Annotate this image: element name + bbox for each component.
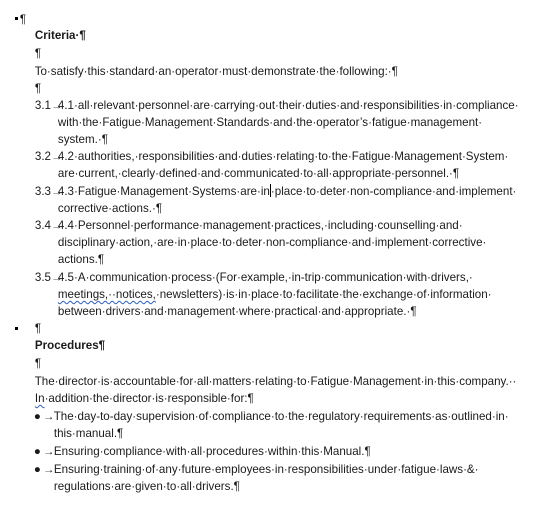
empty-paragraph[interactable] [22,28,42,60]
paragraph-text: The·director·is·accountable·for·all·matters·relating·to·Fatigue·Management·in·this·company.·· [34,375,517,388]
bullet-symbol: ● [33,410,41,423]
list-item-text: between·drivers·and·management·where·practical·and·appropriate.·¶ [57,305,417,318]
intro-text: To·satisfy·this·standard·an·operator·must·demonstrate·the·following:·¶ [34,65,398,78]
list-item-text: ·place·to·deter·non-compliance·and·implement· [270,185,517,198]
list-item-text: 4.4·Personnel·performance·management·practices,·including·counselling·and· [57,219,463,232]
list-item-text: ·newsletters)·is·in·place·to·facilitate·the·exchange·of·information· [155,288,492,301]
bullet-item-text: Ensuring·training·of·any·future·employees·in·responsibilities·under·fatigue·laws·&· [53,463,479,476]
bullet-item-line[interactable] [41,444,479,476]
bullet-symbol: ● [33,445,41,458]
list-item-text: 4.3·Fatigue·Management·Systems·are·in [57,185,270,198]
item-number-text: 3.4→ [34,219,63,232]
empty-paragraph[interactable] [22,303,42,335]
list-item-text: 4.5·A·communication·process·(For·example,·in-trip·communication·with·drivers,· [57,271,473,284]
grammar-flagged-text[interactable]: meetings,··notices, [57,288,156,301]
list-item-line[interactable] [45,286,417,318]
bullet-item-line[interactable] [41,391,509,423]
bullet-item-text: this·manual.¶ [53,427,124,440]
pilcrow-text: ¶ [19,13,27,26]
item-number-text: 3.2→ [34,150,63,163]
list-item-text: 4.1·all·relevant·personnel·are·carrying·out·their·duties·and·responsibilities·in·compliance· [57,99,519,112]
item-number-text: 3.3→ [34,185,63,198]
empty-paragraph[interactable] [22,338,42,370]
bullet-item-line[interactable] [41,461,240,493]
tab-arrow-text: → [42,463,55,476]
list-item-line[interactable] [45,183,163,215]
empty-paragraph[interactable] [22,63,42,95]
list-item-line[interactable] [45,97,483,129]
empty-paragraph-text: ¶ [34,82,42,95]
procedures-heading-text: Procedures¶ [34,339,106,352]
heading-marker-icon [15,327,18,330]
tab-arrow-text: → [42,445,55,458]
heading-marker-icon [15,17,18,20]
empty-paragraph-text: ¶ [34,322,42,335]
list-item-text: with·the·Fatigue·Management·Standards·and·the·operator’s·fatigue·management· [57,116,483,129]
list-item-line[interactable] [45,114,108,146]
paragraph-line[interactable] [22,356,517,388]
intro-paragraph[interactable] [22,46,398,78]
bullet-item-text: Ensuring·compliance·with·all·procedures·within·this·Manual.¶ [53,445,371,458]
criteria-heading[interactable] [19,10,86,42]
list-item-line[interactable] [45,269,492,301]
criteria-heading-text: Criteria·¶ [34,29,86,42]
bullet-symbol: ● [33,463,41,476]
list-item-text: disciplinary·action,·are·in·place·to·deter·non-compliance·and·implement·corrective· [57,236,487,249]
list-item-text: corrective·actions.·¶ [57,202,163,215]
bullet-item-line[interactable] [41,426,371,458]
item-number-text: 3.5→ [34,271,63,284]
item-number-text: 3.1→ [34,99,63,112]
procedures-heading[interactable] [22,320,106,352]
list-item-text: are·current,·clearly·defined·and·communicated·to·all·appropriate·personnel.·¶ [57,167,460,180]
empty-paragraph-text: ¶ [34,47,42,60]
list-item-line[interactable] [45,217,487,249]
paragraph-line[interactable] [22,373,254,405]
list-item-text: system.·¶ [57,133,108,146]
empty-paragraph-text: ¶ [34,357,42,370]
bullet-item-line[interactable] [41,408,124,440]
grammar-flagged-text[interactable]: In [34,392,45,405]
list-item-line[interactable] [45,234,105,266]
list-item-text: actions.¶ [57,253,105,266]
bullet-item-text: regulations·are·given·to·all·drivers.¶ [53,480,240,493]
tab-arrow-text: → [42,410,55,423]
list-item-text: 4.2·authorities,·responsibilities·and·duties·relating·to·the·Fatigue·Management·System· [57,150,509,163]
paragraph-text: ·addition·the·director·is·responsible·for:¶ [44,392,254,405]
bullet-item-text: The·day-to-day·supervision·of·compliance·to·the·regulatory·requirements·as·outlined·in· [53,410,509,423]
list-item-line[interactable] [45,148,460,180]
